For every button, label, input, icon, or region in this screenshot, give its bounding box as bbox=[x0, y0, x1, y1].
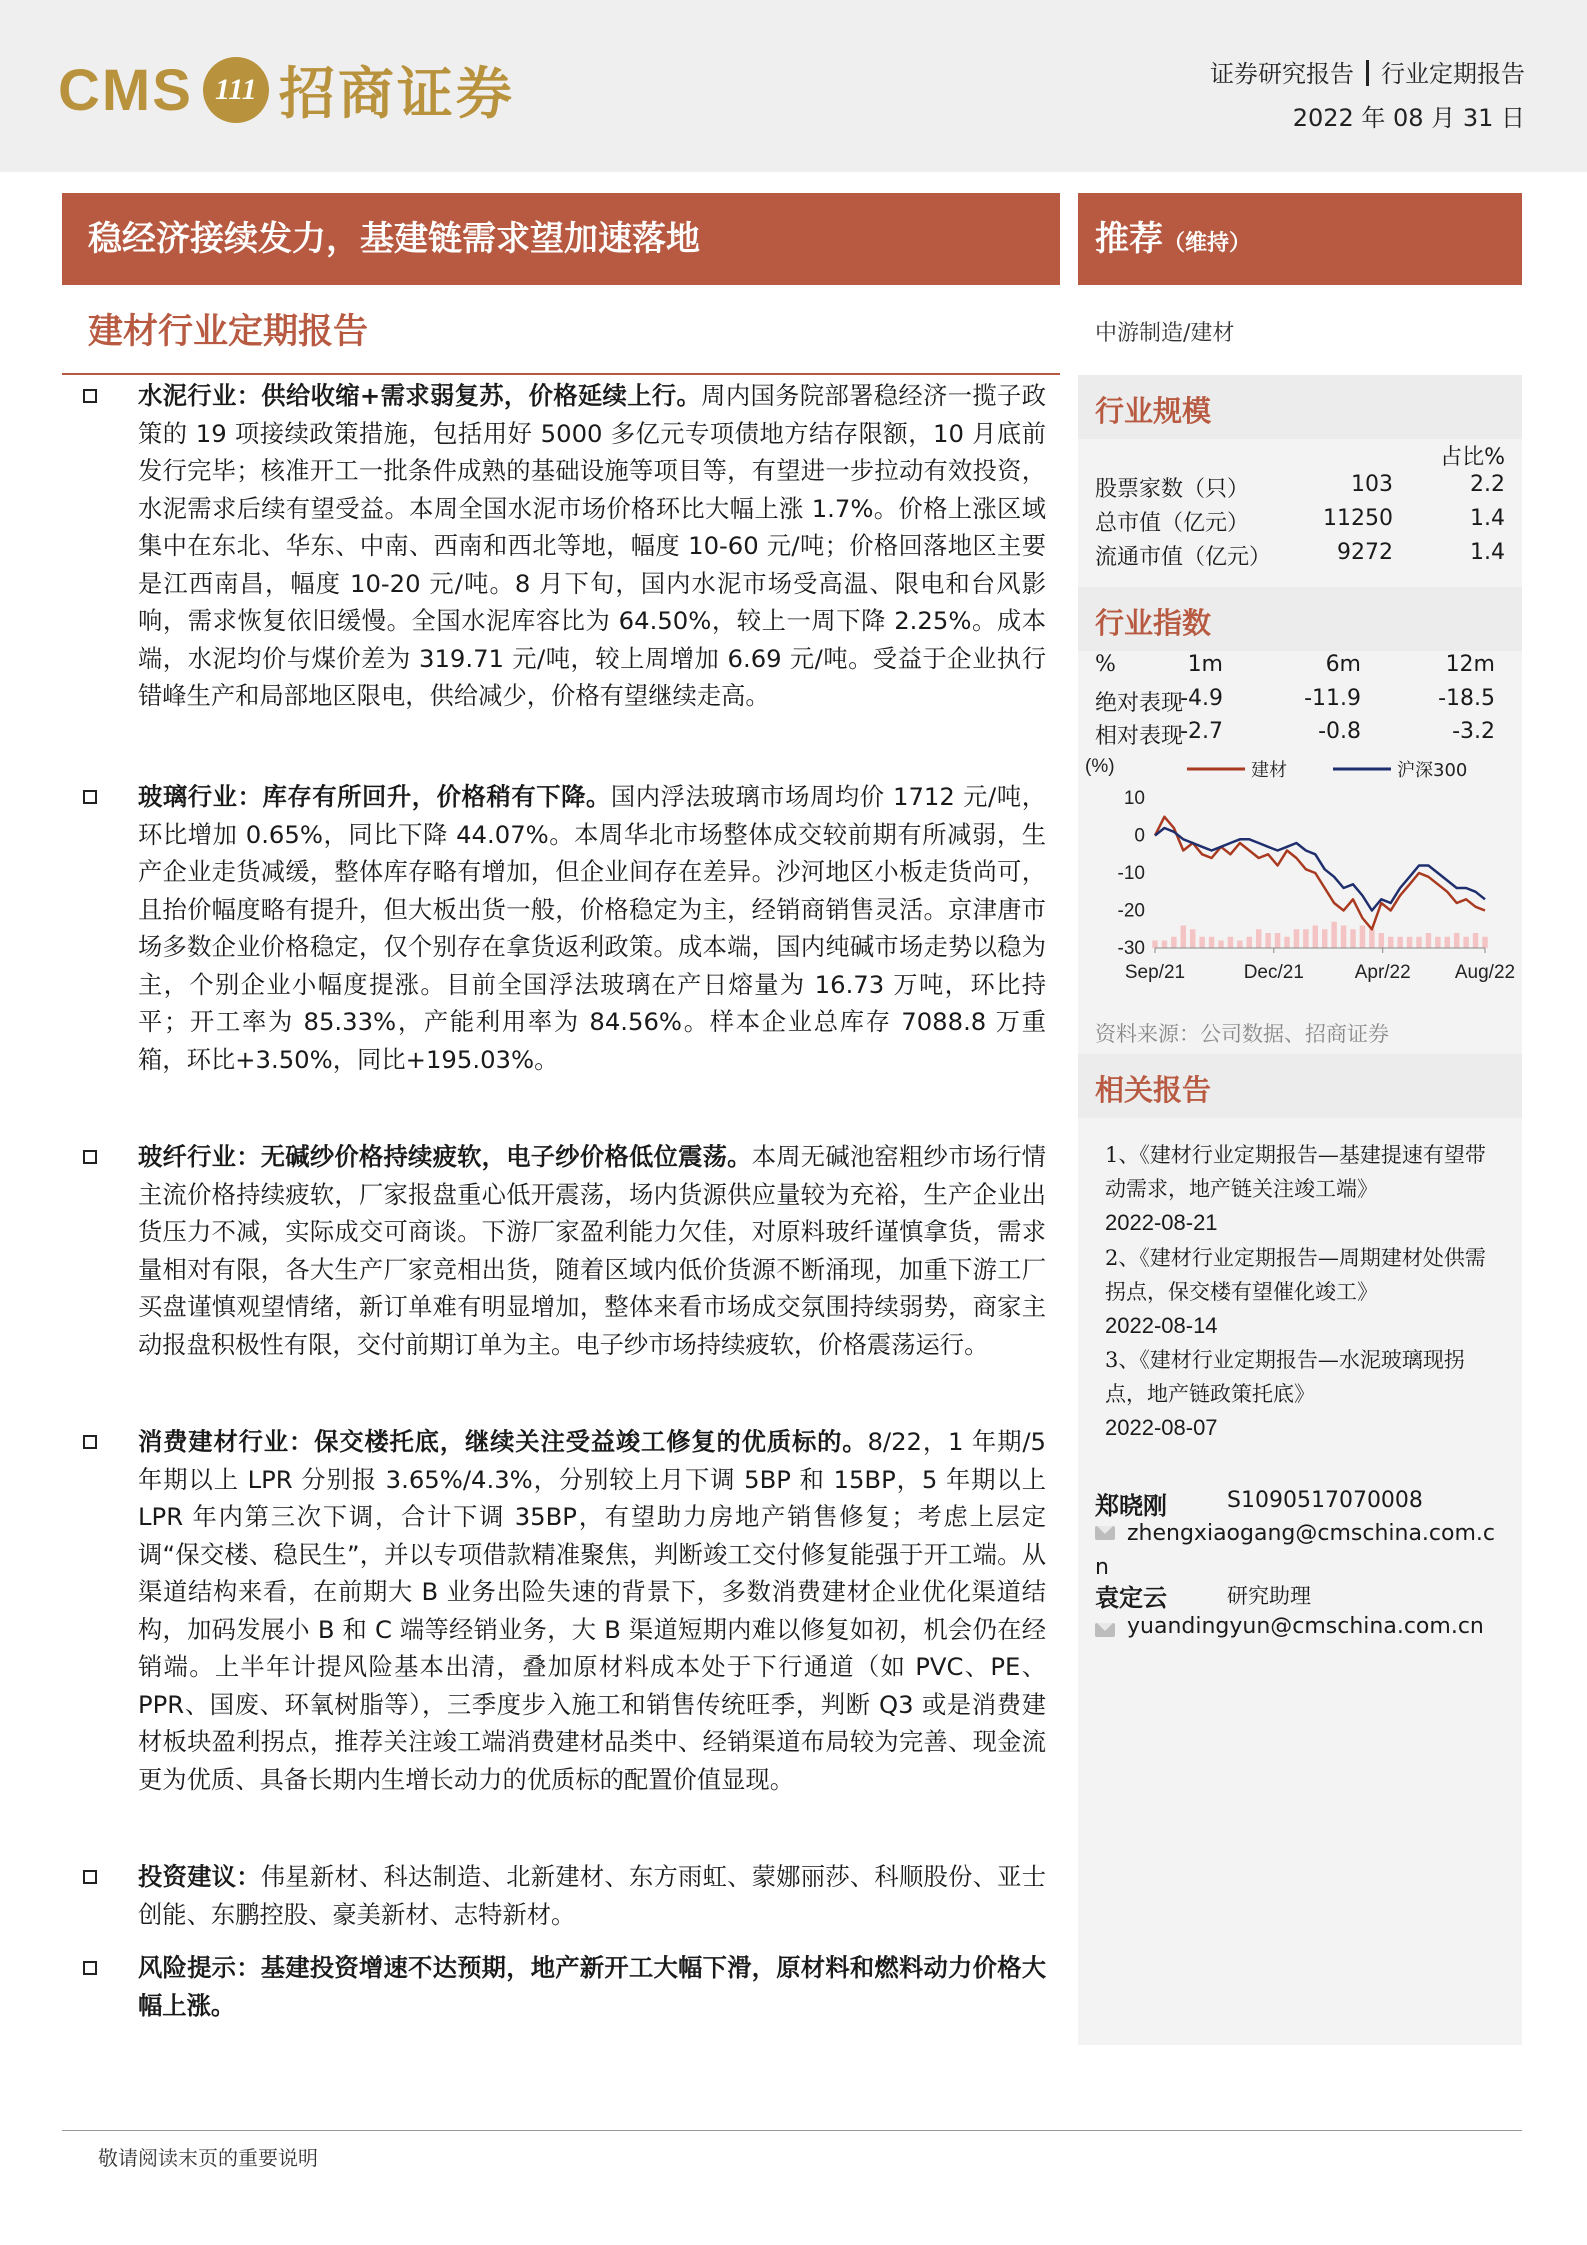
checkbox-bullet-icon bbox=[83, 1961, 97, 1975]
report-date: 2022 年 08 月 31 日 bbox=[1292, 104, 1525, 132]
y-tick-label: -30 bbox=[1117, 938, 1145, 959]
table-row: 相对表现 -2.7 -0.8 -3.2 bbox=[1095, 719, 1495, 749]
diff-bar bbox=[1426, 933, 1432, 948]
report-title: 稳经济接续发力，基建链需求望加速落地 bbox=[88, 219, 700, 259]
diff-bar bbox=[1303, 929, 1309, 948]
checkbox-bullet-icon bbox=[83, 1150, 97, 1164]
report-type: 证券研究报告 bbox=[1210, 60, 1354, 88]
diff-bar bbox=[1265, 933, 1271, 948]
y-tick-label: -10 bbox=[1117, 863, 1145, 884]
diff-bar bbox=[1237, 941, 1243, 949]
diff-bar bbox=[1341, 926, 1347, 949]
diff-bar bbox=[1181, 926, 1187, 949]
scale-pct-header: 占比% bbox=[1440, 445, 1505, 470]
diff-bar bbox=[1218, 941, 1224, 949]
checkbox-bullet-icon bbox=[83, 1870, 97, 1884]
chart-ylabel: (%) bbox=[1085, 756, 1115, 777]
diff-bar bbox=[1360, 926, 1366, 949]
diff-bar bbox=[1473, 933, 1479, 948]
y-tick-label: 10 bbox=[1123, 788, 1145, 809]
report-subtitle: 建材行业定期报告 bbox=[88, 311, 369, 352]
index-header-row: % 1m 6m 12m bbox=[1095, 652, 1495, 677]
logo-cms: CMS bbox=[58, 57, 193, 123]
diff-bar bbox=[1454, 933, 1460, 948]
email-icon bbox=[1095, 1526, 1115, 1540]
index-chart bbox=[1085, 750, 1515, 1012]
subtitle-divider bbox=[62, 373, 1060, 375]
company-logo bbox=[58, 50, 515, 130]
paragraph-investment: 投资建议：伟星新材、科达制造、北新建材、东方雨虹、蒙娜丽莎、科顺股份、亚士创能、东鹏控股、豪美新材、志特新材。 bbox=[80, 1858, 1046, 1933]
diff-bar bbox=[1284, 937, 1290, 948]
analyst-1-id: S1090517070008 bbox=[1227, 1488, 1423, 1513]
diff-bar bbox=[1152, 941, 1158, 949]
x-tick-label: Sep/21 bbox=[1124, 962, 1186, 983]
related-report[interactable]: 2、《建材行业定期报告—周期建材处供需拐点，保交楼有望催化竣工》 2022-08-14 bbox=[1105, 1246, 1486, 1338]
y-tick-label: 0 bbox=[1134, 825, 1145, 847]
related-report[interactable]: 3、《建材行业定期报告—水泥玻璃现拐点，地产链政策托底》 2022-08-07 bbox=[1105, 1348, 1465, 1440]
y-tick-label: -20 bbox=[1117, 900, 1145, 922]
x-tick-label: Dec/21 bbox=[1243, 962, 1304, 983]
chart-source: 资料来源：公司数据、招商证券 bbox=[1095, 1022, 1389, 1046]
checkbox-bullet-icon bbox=[83, 790, 97, 804]
scale-heading: 行业规模 bbox=[1095, 394, 1212, 428]
table-row: 绝对表现 -4.9 -11.9 -18.5 bbox=[1095, 686, 1495, 716]
diff-bar bbox=[1463, 937, 1469, 948]
diff-bar bbox=[1256, 929, 1262, 948]
sector-label: 中游制造/建材 bbox=[1095, 321, 1235, 346]
paragraph-risk: 风险提示：基建投资增速不达预期，地产新开工大幅下滑，原材料和燃料动力价格大幅上涨。 bbox=[80, 1949, 1046, 2024]
paragraph-cement: 水泥行业：供给收缩+需求弱复苏，价格延续上行。周内国务院部署稳经济一揽子政策的 19 项接续政策措施，包括用好 5000 多亿元专项债地方结存限额，10 月底前发行完毕；核准开工一批条件成熟的基础设施等项目等，有望进一步拉动有效投资，水泥需求后续有望受益。本周全国水泥市场价格环比大幅上涨 1.7%。价格上涨区域集中在东北、华东、中南、西南和西北等地，幅度 10-60 元/吨；价格回落地区主要是江西南昌，幅度 10-20 元/吨。8 月下旬，国内水泥市场受高温、限电和台风影响，需求恢复依旧缓慢。全国水泥库容比为 64.50%，较上一周下降 2.25%。成本端，水泥均价与煤价差为 319.71 元/吨，较上周增加 6.69 元/吨。受益于企业执行错峰生产和局部地区限电，供给减少，价格有望继续走高。 bbox=[80, 377, 1046, 715]
analyst-1-email[interactable]: zhengxiaogang@cmschina.com.c n bbox=[1095, 1521, 1495, 1580]
footer-divider bbox=[62, 2130, 1522, 2131]
analyst-1: 郑晓刚 S1090517070008 bbox=[1095, 1488, 1423, 1520]
diff-bar bbox=[1482, 937, 1488, 948]
checkbox-bullet-icon bbox=[83, 1435, 97, 1449]
diff-bar bbox=[1416, 937, 1422, 948]
table-row: 股票家数（只） 103 2.2 bbox=[1095, 472, 1505, 502]
paragraph-fiberglass: 玻纤行业：无碱纱价格持续疲软，电子纱价格低位震荡。本周无碱池窑粗纱市场行情主流价格持续疲软，厂家报盘重心低开震荡，场内货源供应量较为充裕，生产企业出货压力不减，实际成交可商谈。下游厂家盈利能力欠佳，对原料玻纤谨慎拿货，需求量相对有限，各大生产厂家竞相出货，随着区域内低价货源不断涌现，加重下游工厂买盘谨慎观望情绪，新订单难有明显增加，整体来看市场成交氛围持续弱势，商家主动报盘积极性有限，交付前期订单为主。电子纱市场持续疲软，价格震荡运行。 bbox=[80, 1138, 1046, 1363]
logo-badge: 111 bbox=[203, 57, 269, 123]
diff-bar bbox=[1388, 937, 1394, 948]
diff-bar bbox=[1445, 937, 1451, 948]
related-report[interactable]: 1、《建材行业定期报告—基建提速有望带动需求，地产链关注竣工端》 2022-08-21 bbox=[1105, 1143, 1486, 1235]
diff-bar bbox=[1322, 929, 1328, 948]
analyst-2-title: 研究助理 bbox=[1227, 1584, 1311, 1608]
diff-bar bbox=[1397, 937, 1403, 948]
diff-bar bbox=[1369, 929, 1375, 948]
diff-bar bbox=[1313, 926, 1319, 949]
rating-label: 推荐 bbox=[1095, 219, 1163, 259]
rating bbox=[1095, 193, 1251, 285]
diff-bar bbox=[1171, 937, 1177, 948]
diff-bar bbox=[1228, 937, 1234, 948]
email-icon bbox=[1095, 1623, 1115, 1637]
analyst-2: 袁定云 研究助理 bbox=[1095, 1578, 1167, 1613]
diff-bar bbox=[1275, 933, 1281, 948]
diff-bar bbox=[1294, 929, 1300, 948]
diff-bar bbox=[1379, 933, 1385, 948]
diff-bar bbox=[1162, 941, 1168, 949]
report-meta bbox=[1210, 52, 1525, 140]
report-category: 行业定期报告 bbox=[1381, 60, 1525, 88]
table-row: 流通市值（亿元） 9272 1.4 bbox=[1095, 540, 1505, 570]
diff-bar bbox=[1199, 937, 1205, 948]
legend-label-jiancai: 建材 bbox=[1251, 760, 1287, 781]
diff-bar bbox=[1209, 937, 1215, 948]
diff-bar bbox=[1247, 937, 1253, 948]
diff-bar bbox=[1190, 929, 1196, 948]
paragraph-glass: 玻璃行业：库存有所回升，价格稍有下降。国内浮法玻璃市场周均价 1712 元/吨，环比增加 0.65%，同比下降 44.07%。本周华北市场整体成交较前期有所减弱，生产企业走货减缓，整体库存略有增加，但企业间存在差异。沙河地区小板走货尚可，且抬价幅度略有提升，但大板出货一般，价格稳定为主，经销商销售灵活。京津唐市场多数企业价格稳定，仅个别存在拿货返利政策。成本端，国内纯碱市场走势以稳为主，个别企业小幅度提涨。目前全国浮法玻璃在产日熔量为 16.73 万吨，环比持平；开工率为 85.33%，产能利用率为 84.56%。样本企业总库存 7088.8 万重箱，环比+3.50%，同比+195.03%。 bbox=[80, 778, 1046, 1078]
analyst-2-email[interactable]: yuandingyun@cmschina.com.cn bbox=[1127, 1614, 1484, 1639]
legend-label-hs300: 沪深300 bbox=[1397, 760, 1468, 781]
checkbox-bullet-icon bbox=[83, 389, 97, 403]
header-separator bbox=[1366, 60, 1369, 86]
x-tick-label: Apr/22 bbox=[1354, 962, 1411, 983]
table-row: 总市值（亿元） 11250 1.4 bbox=[1095, 506, 1505, 536]
footer-note: 敬请阅读末页的重要说明 bbox=[98, 2146, 318, 2170]
series-line-jiancai bbox=[1155, 817, 1485, 930]
diff-bar bbox=[1435, 937, 1441, 948]
diff-bar bbox=[1331, 922, 1337, 948]
series-line-hs300 bbox=[1155, 828, 1485, 911]
related-heading: 相关报告 bbox=[1095, 1073, 1212, 1107]
diff-bar bbox=[1407, 937, 1413, 948]
logo-chinese: 招商证券 bbox=[278, 61, 515, 127]
diff-bar bbox=[1350, 929, 1356, 948]
scale-header-row bbox=[1095, 440, 1505, 474]
x-tick-label: Aug/22 bbox=[1454, 962, 1515, 983]
rating-sub: （维持） bbox=[1163, 230, 1252, 256]
index-heading: 行业指数 bbox=[1095, 606, 1212, 640]
paragraph-consumer-materials: 消费建材行业：保交楼托底，继续关注受益竣工修复的优质标的。8/22，1 年期/5 年期以上 LPR 分别报 3.65%/4.3%，分别较上月下调 5BP 和 15BP，5 年期以上 LPR 年内第三次下调，合计下调 35BP，有望助力房地产销售修复；考虑上层定调“保交楼、稳民生”，并以专项借款精准聚焦，判断竣工交付修复能强于开工端。从渠道结构来看，在前期大 B 业务出险失速的背景下，多数消费建材企业优化渠道结构，加码发展小 B 和 C 端等经销业务，大 B 渠道短期内难以修复如初，机会仍在经销端。上半年计提风险基本出清，叠加原材料成本处于下行通道（如 PVC、PE、PPR、国废、环氧树脂等），三季度步入施工和销售传统旺季，判断 Q3 或是消费建材板块盈利拐点，推荐关注竣工端消费建材品类中、经销渠道布局较为完善、现金流更为优质、具备长期内生增长动力的优质标的配置价值显现。 bbox=[80, 1423, 1046, 1798]
